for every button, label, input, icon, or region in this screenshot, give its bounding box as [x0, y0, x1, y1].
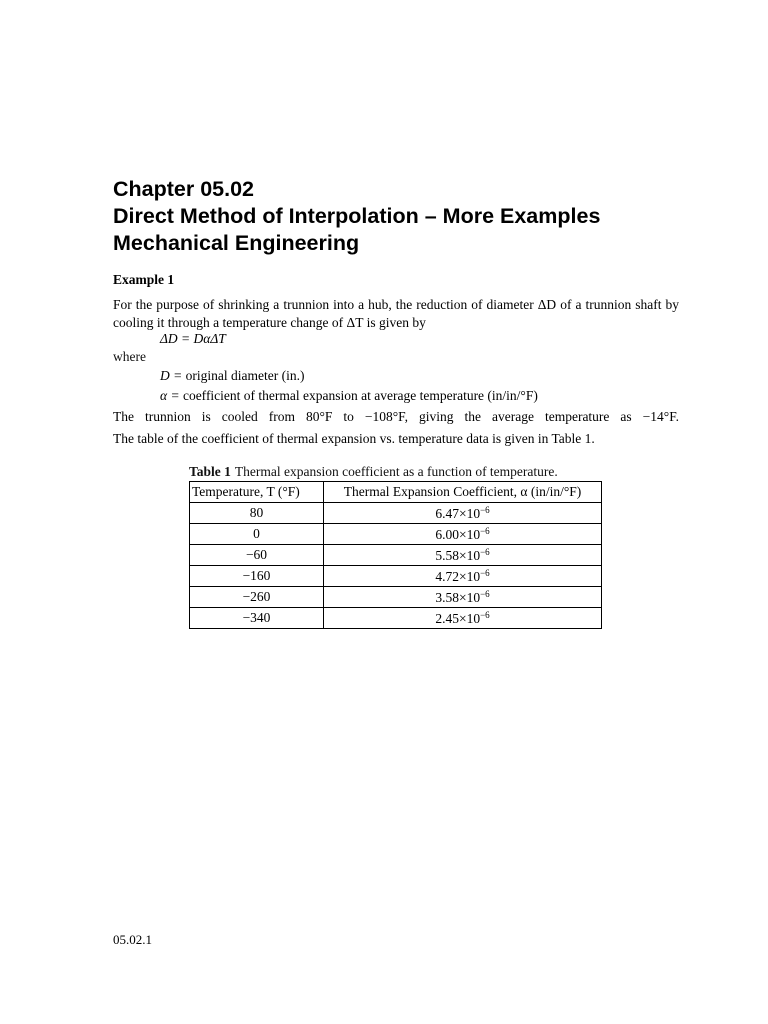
- intro-paragraph: For the purpose of shrinking a trunnion into a hub, the reduction of diameter ΔD of a trunnion shaft by cooling it through a temperature change of ΔT is given by: [113, 297, 679, 330]
- cell-coefficient: [324, 608, 602, 629]
- coefficient-mantissa: 6.00×10: [435, 526, 481, 542]
- table-row: [190, 503, 602, 524]
- cell-coefficient: [324, 524, 602, 545]
- definition-text: coefficient of thermal expansion at average temperature (in/in/°F): [182, 388, 538, 403]
- cell-coefficient: [324, 545, 602, 566]
- page-number: 05.02.1: [113, 932, 152, 947]
- column-header-coefficient: Thermal Expansion Coefficient, α (in/in/°F): [324, 482, 602, 503]
- table-intro-paragraph: The table of the coefficient of thermal expansion vs. temperature data is given in Table 1.: [113, 431, 595, 446]
- table-caption-label: Table 1: [189, 464, 231, 479]
- chapter-number: Chapter 05.02: [113, 177, 255, 201]
- coefficient-exponent: −6: [480, 567, 490, 578]
- coefficient-mantissa: 5.58×10: [435, 547, 481, 563]
- cell-temperature: −260: [190, 587, 324, 608]
- coefficient-mantissa: 2.45×10: [435, 610, 481, 626]
- table-row: [190, 524, 602, 545]
- table-header-row: [190, 482, 602, 503]
- definition-coefficient: [160, 388, 538, 404]
- definition-symbol: D =: [160, 368, 183, 383]
- chapter-title: Direct Method of Interpolation – More Examples: [113, 204, 601, 228]
- chapter-heading: [113, 176, 693, 257]
- table-row: [190, 608, 602, 629]
- cell-temperature: 80: [190, 503, 324, 524]
- definition-symbol: α =: [160, 388, 180, 403]
- table-row: [190, 545, 602, 566]
- column-header-temperature: Temperature, T (°F): [190, 482, 324, 503]
- definition-text: original diameter (in.): [185, 368, 305, 383]
- cell-coefficient: [324, 503, 602, 524]
- table-caption-text: Thermal expansion coefficient as a function of temperature.: [234, 464, 558, 479]
- table-row: [190, 587, 602, 608]
- definition-diameter: [160, 368, 304, 384]
- coefficient-mantissa: 4.72×10: [435, 568, 481, 584]
- cell-temperature: 0: [190, 524, 324, 545]
- cooling-paragraph: The trunnion is cooled from 80°F to −108°F, giving the average temperature as −14°F.: [113, 409, 679, 424]
- coefficient-mantissa: 6.47×10: [435, 505, 481, 521]
- coefficient-mantissa: 3.58×10: [435, 589, 481, 605]
- cell-temperature: −160: [190, 566, 324, 587]
- coefficient-exponent: −6: [480, 609, 490, 620]
- equation: ΔD = DαΔT: [160, 331, 226, 346]
- coefficient-exponent: −6: [480, 588, 490, 599]
- table-row: [190, 566, 602, 587]
- coefficient-exponent: −6: [480, 525, 490, 536]
- coefficient-exponent: −6: [480, 546, 490, 557]
- coefficient-exponent: −6: [480, 504, 490, 515]
- cell-temperature: −340: [190, 608, 324, 629]
- where-label: where: [113, 349, 146, 364]
- example-title: Example 1: [113, 272, 175, 287]
- cell-coefficient: [324, 566, 602, 587]
- thermal-expansion-table: [189, 481, 602, 629]
- table-caption: [189, 464, 558, 480]
- cell-temperature: −60: [190, 545, 324, 566]
- cell-coefficient: [324, 587, 602, 608]
- chapter-subject: Mechanical Engineering: [113, 231, 360, 255]
